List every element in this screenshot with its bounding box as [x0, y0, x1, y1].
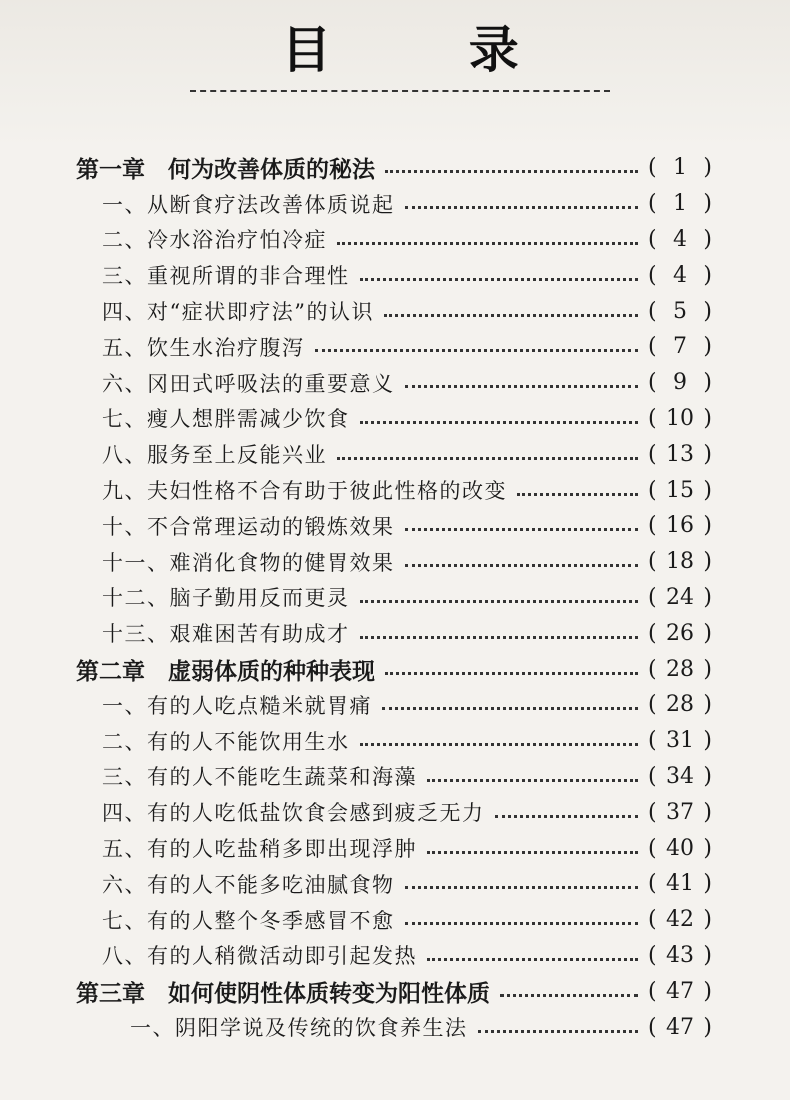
entry-title: 三、重视所谓的非合理性 — [102, 264, 350, 289]
toc-section-entry — [0, 544, 790, 580]
dot-leader — [405, 528, 639, 531]
page-number-value: 34 — [666, 763, 694, 789]
open-paren: ( — [648, 799, 657, 825]
open-paren: ( — [648, 1014, 657, 1040]
dot-leader — [517, 493, 638, 496]
dot-leader — [500, 994, 638, 997]
open-paren: ( — [648, 835, 657, 861]
dot-leader — [495, 815, 639, 818]
dot-leader — [360, 278, 639, 281]
page-number-value: 28 — [666, 692, 694, 718]
entry-title: 六、有的人不能多吃油腻食物 — [102, 872, 395, 897]
toc-section-entry — [0, 472, 790, 508]
close-paren: ) — [703, 405, 712, 431]
close-paren: ) — [703, 728, 712, 754]
entry-title: 二、冷水浴治疗怕冷症 — [102, 228, 327, 253]
page-number-value: 4 — [673, 262, 687, 288]
dot-leader — [384, 314, 638, 317]
open-paren: ( — [648, 405, 657, 431]
toc-section-entry — [0, 615, 790, 651]
open-paren: ( — [648, 513, 657, 539]
page-number — [648, 370, 712, 395]
page-number-value: 41 — [666, 871, 694, 897]
page-number — [648, 155, 712, 180]
toc-section-entry — [0, 222, 790, 258]
open-paren: ( — [648, 978, 657, 1004]
page-number — [648, 692, 712, 717]
toc-section-entry — [0, 759, 790, 795]
page-number-value: 43 — [666, 942, 694, 968]
toc-section-entry — [0, 365, 790, 401]
entry-title: 七、有的人整个冬季感冒不愈 — [102, 908, 395, 933]
close-paren: ) — [703, 942, 712, 968]
toc-chapter-entry — [0, 651, 790, 687]
dot-leader — [427, 851, 638, 854]
page-number-value: 28 — [666, 656, 694, 682]
page-number — [648, 836, 712, 861]
dot-leader — [385, 170, 638, 173]
page-number-value: 26 — [666, 620, 694, 646]
close-paren: ) — [703, 656, 712, 682]
close-paren: ) — [703, 1014, 712, 1040]
open-paren: ( — [648, 226, 657, 252]
entry-title: 一、从断食疗法改善体质说起 — [102, 192, 395, 217]
page-number — [648, 442, 712, 467]
open-paren: ( — [648, 620, 657, 646]
entry-title: 第三章 如何使阴性体质转变为阳性体质 — [76, 979, 490, 1007]
entry-title: 十二、脑子勤用反而更灵 — [102, 586, 350, 611]
toc-section-entry — [0, 1009, 790, 1045]
page-number — [648, 585, 712, 610]
page-number-value: 37 — [666, 799, 694, 825]
close-paren: ) — [703, 191, 712, 217]
dot-leader — [360, 743, 639, 746]
entry-title: 十一、难消化食物的健胃效果 — [102, 550, 395, 575]
dot-leader — [405, 922, 639, 925]
toc-section-entry — [0, 938, 790, 974]
page-number-value: 1 — [673, 191, 687, 217]
open-paren: ( — [648, 477, 657, 503]
entry-title: 五、饮生水治疗腹泻 — [102, 335, 305, 360]
page-number — [648, 657, 712, 682]
close-paren: ) — [703, 441, 712, 467]
entry-title: 第二章 虚弱体质的种种表现 — [76, 657, 375, 685]
close-paren: ) — [703, 262, 712, 288]
entry-title: 七、瘦人想胖需减少饮食 — [102, 407, 350, 432]
toc-section-entry — [0, 723, 790, 759]
entry-title: 一、有的人吃点糙米就胃痛 — [102, 693, 372, 718]
close-paren: ) — [703, 692, 712, 718]
page-title: 目 录 — [281, 21, 579, 79]
page-number — [648, 1015, 712, 1040]
close-paren: ) — [703, 226, 712, 252]
page-number-value: 9 — [673, 370, 687, 396]
page-number — [648, 334, 712, 359]
page-number — [648, 263, 712, 288]
page-number-value: 47 — [666, 978, 694, 1004]
page-number-value: 42 — [666, 907, 694, 933]
toc-section-entry — [0, 902, 790, 938]
entry-title: 第一章 何为改善体质的秘法 — [76, 156, 375, 184]
entry-title: 二、有的人不能饮用生水 — [102, 729, 350, 754]
page-number-value: 18 — [666, 549, 694, 575]
open-paren: ( — [648, 298, 657, 324]
toc-section-entry — [0, 329, 790, 365]
toc-section-entry — [0, 436, 790, 472]
toc-section-entry — [0, 186, 790, 222]
page-number — [648, 513, 712, 538]
dot-leader — [337, 242, 638, 245]
dot-leader — [427, 779, 638, 782]
entry-title: 十、不合常理运动的锻炼效果 — [102, 514, 395, 539]
close-paren: ) — [703, 477, 712, 503]
close-paren: ) — [703, 584, 712, 610]
page-number-value: 16 — [666, 513, 694, 539]
dot-leader — [382, 707, 638, 710]
toc-section-entry — [0, 687, 790, 723]
open-paren: ( — [648, 584, 657, 610]
page-number-value: 10 — [666, 405, 694, 431]
close-paren: ) — [703, 799, 712, 825]
page-number-value: 24 — [666, 584, 694, 610]
open-paren: ( — [648, 907, 657, 933]
page-number — [648, 728, 712, 753]
dot-leader — [360, 636, 639, 639]
dot-leader — [427, 958, 638, 961]
open-paren: ( — [648, 370, 657, 396]
page-number-value: 4 — [673, 226, 687, 252]
title-underline — [190, 90, 610, 92]
close-paren: ) — [703, 370, 712, 396]
dot-leader — [405, 886, 639, 889]
page-number — [648, 907, 712, 932]
close-paren: ) — [703, 871, 712, 897]
page-number-value: 15 — [666, 477, 694, 503]
toc-section-entry — [0, 508, 790, 544]
open-paren: ( — [648, 334, 657, 360]
entry-title: 四、对“症状即疗法”的认识 — [102, 300, 374, 325]
entry-title: 三、有的人不能吃生蔬菜和海藻 — [102, 765, 417, 790]
toc-section-entry — [0, 580, 790, 616]
dot-leader — [315, 349, 639, 352]
page-number — [648, 979, 712, 1004]
open-paren: ( — [648, 656, 657, 682]
page-number — [648, 191, 712, 216]
close-paren: ) — [703, 155, 712, 181]
toc-chapter-entry — [0, 150, 790, 186]
close-paren: ) — [703, 763, 712, 789]
close-paren: ) — [703, 549, 712, 575]
entry-title: 六、冈田式呼吸法的重要意义 — [102, 371, 395, 396]
open-paren: ( — [648, 262, 657, 288]
open-paren: ( — [648, 942, 657, 968]
close-paren: ) — [703, 907, 712, 933]
page-number — [648, 227, 712, 252]
page-number-value: 47 — [666, 1014, 694, 1040]
entry-title: 四、有的人吃低盐饮食会感到疲乏无力 — [102, 801, 485, 826]
entry-title: 一、阴阳学说及传统的饮食养生法 — [130, 1016, 468, 1041]
toc-header — [190, 22, 610, 92]
close-paren: ) — [703, 298, 712, 324]
toc-chapter-entry — [0, 973, 790, 1009]
entry-title: 十三、艰难困苦有助成才 — [102, 622, 350, 647]
open-paren: ( — [648, 763, 657, 789]
open-paren: ( — [648, 441, 657, 467]
open-paren: ( — [648, 191, 657, 217]
dot-leader — [478, 1030, 639, 1033]
table-of-contents — [0, 150, 790, 1045]
page-number-value: 13 — [666, 441, 694, 467]
page-number — [648, 549, 712, 574]
close-paren: ) — [703, 835, 712, 861]
page-number — [648, 406, 712, 431]
entry-title: 五、有的人吃盐稍多即出现浮肿 — [102, 837, 417, 862]
toc-section-entry — [0, 257, 790, 293]
page-number — [648, 800, 712, 825]
close-paren: ) — [703, 978, 712, 1004]
toc-section-entry — [0, 293, 790, 329]
open-paren: ( — [648, 155, 657, 181]
page-number-value: 40 — [666, 835, 694, 861]
page-number-value: 5 — [673, 298, 687, 324]
page-number — [648, 871, 712, 896]
open-paren: ( — [648, 549, 657, 575]
page-number — [648, 621, 712, 646]
page-number — [648, 943, 712, 968]
dot-leader — [385, 672, 638, 675]
toc-section-entry — [0, 866, 790, 902]
dot-leader — [405, 564, 639, 567]
toc-section-entry — [0, 830, 790, 866]
entry-title: 八、有的人稍微活动即引起发热 — [102, 944, 417, 969]
page-number-value: 7 — [673, 334, 687, 360]
page-number-value: 1 — [673, 155, 687, 181]
toc-section-entry — [0, 401, 790, 437]
open-paren: ( — [648, 871, 657, 897]
close-paren: ) — [703, 334, 712, 360]
open-paren: ( — [648, 692, 657, 718]
toc-section-entry — [0, 794, 790, 830]
entry-title: 八、服务至上反能兴业 — [102, 443, 327, 468]
open-paren: ( — [648, 728, 657, 754]
page-number — [648, 299, 712, 324]
dot-leader — [337, 457, 638, 460]
dot-leader — [360, 421, 639, 424]
dot-leader — [405, 206, 639, 209]
page-number — [648, 764, 712, 789]
page-number — [648, 478, 712, 503]
close-paren: ) — [703, 513, 712, 539]
page-number-value: 31 — [666, 728, 694, 754]
dot-leader — [405, 385, 639, 388]
dot-leader — [360, 600, 639, 603]
entry-title: 九、夫妇性格不合有助于彼此性格的改变 — [102, 479, 507, 504]
close-paren: ) — [703, 620, 712, 646]
